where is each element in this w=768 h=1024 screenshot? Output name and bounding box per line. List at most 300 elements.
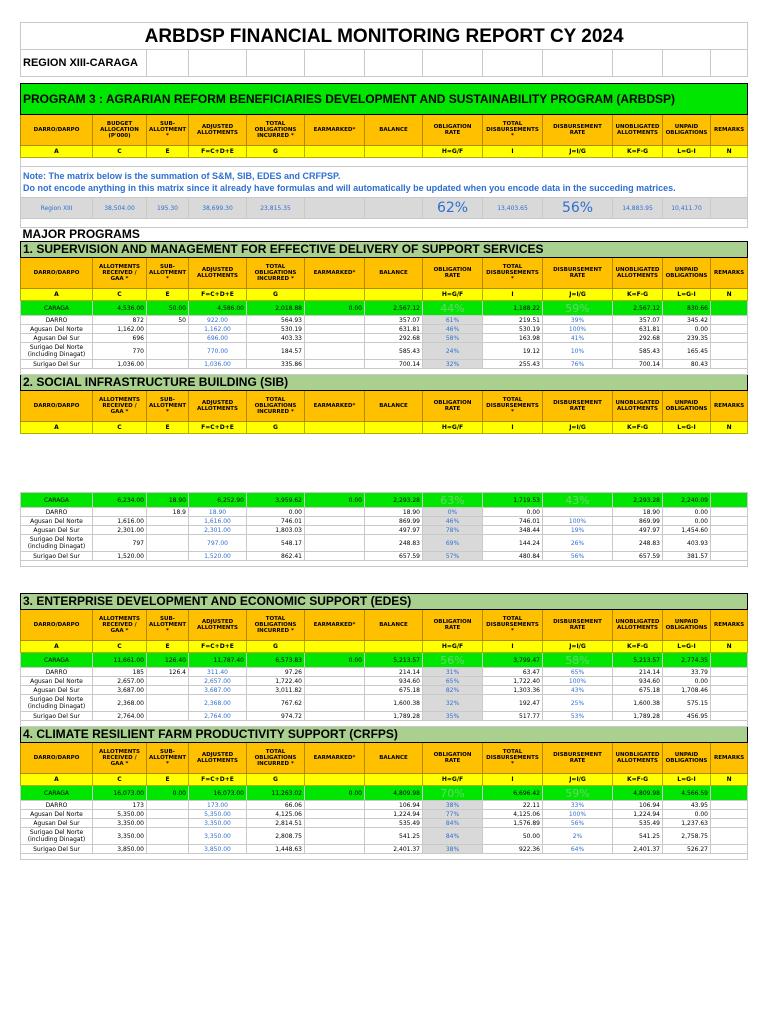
table-cell <box>711 360 748 369</box>
table-cell: 657.59 <box>613 552 663 561</box>
table-cell: 2% <box>543 828 613 845</box>
header-cell: REMARKS <box>711 391 748 422</box>
table-row <box>21 819 748 828</box>
table-row <box>21 686 748 695</box>
table-cell: 58% <box>423 334 483 343</box>
table-cell: 173.00 <box>189 801 247 810</box>
table-cell: 82% <box>423 686 483 695</box>
section-total-row <box>21 786 748 801</box>
table-cell <box>711 828 748 845</box>
header-cell: ALLOTMENTS RECEIVED / GAA * <box>93 258 147 289</box>
header-cell: DISBURSEMENT RATE <box>543 743 613 774</box>
table-cell <box>305 677 365 686</box>
total-cell: CARAGA <box>21 653 93 668</box>
section-title-row <box>21 727 748 743</box>
header-cell: DARRO/DARPO <box>21 610 93 641</box>
table-cell: 381.57 <box>663 552 711 561</box>
table-cell: 1,789.28 <box>613 712 663 721</box>
table-cell: DARRO <box>21 801 93 810</box>
table-cell: 3,350.00 <box>93 828 147 845</box>
table-cell: 22.11 <box>483 801 543 810</box>
code-cell <box>305 774 365 786</box>
table-cell: 33% <box>543 801 613 810</box>
table-cell <box>147 828 189 845</box>
total-cell: 11,661.00 <box>93 653 147 668</box>
table-cell: 18.90 <box>613 508 663 517</box>
table-cell <box>147 535 189 552</box>
total-cell: 4,809.98 <box>613 786 663 801</box>
table-cell: 403.93 <box>663 535 711 552</box>
table-cell: 2,764.00 <box>93 712 147 721</box>
table-row <box>21 695 748 712</box>
table-cell: 3,687.00 <box>93 686 147 695</box>
section-title-row <box>21 242 748 258</box>
code-cell: N <box>711 422 748 434</box>
table-cell: 1,789.28 <box>365 712 423 721</box>
total-cell: 63% <box>423 493 483 508</box>
table-cell: 530.19 <box>247 325 305 334</box>
header-cell: EARMARKED* <box>305 743 365 774</box>
total-cell: 4,809.98 <box>365 786 423 801</box>
header-cell: REMARKS <box>711 115 748 146</box>
total-cell: CARAGA <box>21 786 93 801</box>
section-title: 3. ENTERPRISE DEVELOPMENT AND ECONOMIC SUPPORT (EDES) <box>21 594 748 610</box>
table-cell: 184.57 <box>247 343 305 360</box>
header-cell: ADJUSTED ALLOTMENTS <box>189 743 247 774</box>
header-cell: ADJUSTED ALLOTMENTS <box>189 391 247 422</box>
header-cell: BALANCE <box>365 258 423 289</box>
table-cell: 1,520.00 <box>189 552 247 561</box>
table-cell: 1,237.63 <box>663 819 711 828</box>
header-cell: UNOBLIGATED ALLOTMENTS <box>613 610 663 641</box>
code-cell: C <box>93 289 147 301</box>
total-cell: 2,774.35 <box>663 653 711 668</box>
table-cell: 1,162.00 <box>189 325 247 334</box>
header-cell: OBLIGATION RATE <box>423 391 483 422</box>
table-cell <box>711 810 748 819</box>
table-row <box>21 801 748 810</box>
header-cell: TOTAL DISBURSEMENTS * <box>483 743 543 774</box>
code-cell <box>365 146 423 158</box>
section-title-row <box>21 375 748 391</box>
table-cell: 564.93 <box>247 316 305 325</box>
table-cell: 77% <box>423 810 483 819</box>
table-cell: 3,850.00 <box>93 845 147 854</box>
section-total-row <box>21 301 748 316</box>
table-cell: 357.07 <box>613 316 663 325</box>
header-cell: TOTAL OBLIGATIONS INCURRED * <box>247 743 305 774</box>
total-cell: 58% <box>543 653 613 668</box>
table-cell: 3,011.82 <box>247 686 305 695</box>
table-cell: 0.00 <box>663 325 711 334</box>
table-cell <box>711 517 748 526</box>
code-cell: G <box>247 774 305 786</box>
table-cell: 1,576.89 <box>483 819 543 828</box>
table-cell: 5,350.00 <box>93 810 147 819</box>
report-body <box>21 23 748 860</box>
table-cell: 1,224.94 <box>365 810 423 819</box>
header-cell: UNPAID OBLIGATIONS <box>663 115 711 146</box>
table-cell: 575.15 <box>663 695 711 712</box>
table-cell: 480.84 <box>483 552 543 561</box>
table-cell <box>147 343 189 360</box>
table-cell <box>711 535 748 552</box>
section-title-row <box>21 594 748 610</box>
table-cell: 2,657.00 <box>93 677 147 686</box>
header-cell: REMARKS <box>711 258 748 289</box>
table-cell: Agusan Del Norte <box>21 810 93 819</box>
code-cell: F=C+D+E <box>189 774 247 786</box>
table-cell: 548.17 <box>247 535 305 552</box>
total-cell: 43% <box>543 493 613 508</box>
header-cell: UNPAID OBLIGATIONS <box>663 391 711 422</box>
total-cell: 70% <box>423 786 483 801</box>
total-cell: 16,073.00 <box>93 786 147 801</box>
table-cell <box>93 508 147 517</box>
table-row <box>21 845 748 854</box>
table-cell: 292.68 <box>613 334 663 343</box>
header-cell: ADJUSTED ALLOTMENTS <box>189 258 247 289</box>
table-cell: 214.14 <box>613 668 663 677</box>
table-cell: 2,368.00 <box>189 695 247 712</box>
table-cell: 3,350.00 <box>93 819 147 828</box>
code-cell: A <box>21 422 93 434</box>
code-cell <box>305 641 365 653</box>
code-cell: F=C+D+E <box>189 289 247 301</box>
table-cell: 0.00 <box>483 508 543 517</box>
total-cell: CARAGA <box>21 301 93 316</box>
code-cell: E <box>147 774 189 786</box>
header-cell: BALANCE <box>365 610 423 641</box>
code-cell: C <box>93 641 147 653</box>
header-cell: BALANCE <box>365 743 423 774</box>
code-cell: A <box>21 774 93 786</box>
table-cell: 311.40 <box>189 668 247 677</box>
table-cell: 4,125.06 <box>483 810 543 819</box>
table-row <box>21 535 748 552</box>
table-cell: 50 <box>147 316 189 325</box>
table-cell: Agusan Del Sur <box>21 819 93 828</box>
section-header-row <box>21 610 748 641</box>
table-cell <box>305 801 365 810</box>
total-cell: 2,240.09 <box>663 493 711 508</box>
header-cell: REMARKS <box>711 743 748 774</box>
section-title: 2. SOCIAL INFRASTRUCTURE BUILDING (SIB) <box>21 375 748 391</box>
header-cell: DISBURSEMENT RATE <box>543 391 613 422</box>
table-cell: Agusan Del Sur <box>21 526 93 535</box>
table-cell <box>305 517 365 526</box>
table-cell <box>711 343 748 360</box>
table-cell: 2,808.75 <box>247 828 305 845</box>
table-cell: 2,368.00 <box>93 695 147 712</box>
table-cell: 335.86 <box>247 360 305 369</box>
total-cell: 6,252.90 <box>189 493 247 508</box>
total-cell: 2,567.12 <box>365 301 423 316</box>
table-cell <box>147 686 189 695</box>
table-cell: 63.47 <box>483 668 543 677</box>
table-cell: 248.83 <box>365 535 423 552</box>
table-cell: 541.25 <box>365 828 423 845</box>
table-cell: DARRO <box>21 508 93 517</box>
table-cell: 10% <box>543 343 613 360</box>
header-cell: OBLIGATION RATE <box>423 610 483 641</box>
table-cell: 18.90 <box>365 508 423 517</box>
table-cell: Agusan Del Norte <box>21 517 93 526</box>
code-cell: K=F-G <box>613 146 663 158</box>
table-cell: 869.99 <box>365 517 423 526</box>
region-cell: 38,699.30 <box>189 198 247 219</box>
section-code-row <box>21 774 748 786</box>
table-cell: 345.42 <box>663 316 711 325</box>
header-cell: UNOBLIGATED ALLOTMENTS <box>613 391 663 422</box>
table-cell: 41% <box>543 334 613 343</box>
header-cell: BALANCE <box>365 115 423 146</box>
region-cell <box>365 198 423 219</box>
total-cell: 0.00 <box>305 493 365 508</box>
header-cell: SUB-ALLOTMENT * <box>147 115 189 146</box>
total-cell: 4,586.00 <box>189 301 247 316</box>
header-cell: DISBURSEMENT RATE <box>543 115 613 146</box>
table-cell <box>305 552 365 561</box>
header-cell: OBLIGATION RATE <box>423 115 483 146</box>
code-cell: I <box>483 774 543 786</box>
table-cell <box>711 677 748 686</box>
region-cell: 56% <box>543 198 613 219</box>
table-cell <box>147 334 189 343</box>
table-cell <box>305 316 365 325</box>
table-cell: 1,036.00 <box>93 360 147 369</box>
table-cell: 126.4 <box>147 668 189 677</box>
code-cell: H=G/F <box>423 422 483 434</box>
table-cell: 0.00 <box>663 810 711 819</box>
code-cell: H=G/F <box>423 641 483 653</box>
table-cell: Surigao Del Sur <box>21 845 93 854</box>
table-cell <box>305 325 365 334</box>
table-cell <box>147 819 189 828</box>
total-cell: 2,018.88 <box>247 301 305 316</box>
region-label: REGION XIII-CARAGA <box>21 50 147 77</box>
table-cell: 32% <box>423 360 483 369</box>
table-cell: 1,600.38 <box>613 695 663 712</box>
header-cell: TOTAL DISBURSEMENTS * <box>483 115 543 146</box>
table-cell <box>711 801 748 810</box>
code-cell: H=G/F <box>423 289 483 301</box>
table-cell: 0.00 <box>247 508 305 517</box>
table-cell: 165.45 <box>663 343 711 360</box>
table-cell: 24% <box>423 343 483 360</box>
table-cell: 4,125.06 <box>247 810 305 819</box>
code-cell: K=F-G <box>613 289 663 301</box>
code-cell: L=G-I <box>663 289 711 301</box>
table-cell: 18.90 <box>189 508 247 517</box>
table-cell: 456.95 <box>663 712 711 721</box>
code-cell: J=I/G <box>543 641 613 653</box>
region-cell: 23,815.35 <box>247 198 305 219</box>
header-cell: DISBURSEMENT RATE <box>543 258 613 289</box>
table-cell: Surigao Del Sur <box>21 712 93 721</box>
table-cell: 1,454.60 <box>663 526 711 535</box>
table-cell <box>711 845 748 854</box>
table-cell: 869.99 <box>613 517 663 526</box>
table-cell: Surigao Del Norte (including Dinagat) <box>21 828 93 845</box>
table-cell: DARRO <box>21 668 93 677</box>
table-cell <box>711 712 748 721</box>
table-cell <box>711 325 748 334</box>
table-cell <box>305 334 365 343</box>
total-cell: 4,536.00 <box>93 301 147 316</box>
header-cell: ALLOTMENTS RECEIVED / GAA * <box>93 610 147 641</box>
total-cell: 126.40 <box>147 653 189 668</box>
table-cell <box>711 334 748 343</box>
total-cell: 5,213.57 <box>613 653 663 668</box>
table-cell: 1,803.03 <box>247 526 305 535</box>
table-cell: 530.19 <box>483 325 543 334</box>
table-cell: 497.97 <box>613 526 663 535</box>
table-cell: 100% <box>543 325 613 334</box>
code-cell: J=I/G <box>543 774 613 786</box>
code-cell: L=G-I <box>663 774 711 786</box>
header-cell: EARMARKED* <box>305 258 365 289</box>
table-cell: 872 <box>93 316 147 325</box>
code-cell: I <box>483 641 543 653</box>
table-cell: 657.59 <box>365 552 423 561</box>
table-cell: 292.68 <box>365 334 423 343</box>
table-cell: Agusan Del Sur <box>21 686 93 695</box>
table-cell <box>305 526 365 535</box>
code-cell <box>365 422 423 434</box>
table-cell: 1,303.36 <box>483 686 543 695</box>
table-row <box>21 677 748 686</box>
table-cell <box>711 316 748 325</box>
code-cell: L=G-I <box>663 146 711 158</box>
table-cell: 39% <box>543 316 613 325</box>
note <box>21 167 748 198</box>
total-cell: 2,567.12 <box>613 301 663 316</box>
table-cell: 700.14 <box>365 360 423 369</box>
table-cell: 255.43 <box>483 360 543 369</box>
table-cell <box>305 712 365 721</box>
header-cell: DISBURSEMENT RATE <box>543 610 613 641</box>
table-cell <box>147 325 189 334</box>
table-cell: 797.00 <box>189 535 247 552</box>
region-cell: Region XIII <box>21 198 93 219</box>
table-cell <box>543 508 613 517</box>
total-cell: 0.00 <box>305 786 365 801</box>
report-title: ARBDSP FINANCIAL MONITORING REPORT CY 2024 <box>21 23 748 50</box>
table-row <box>21 552 748 561</box>
table-cell: 700.14 <box>613 360 663 369</box>
table-cell: 248.83 <box>613 535 663 552</box>
table-cell: 696 <box>93 334 147 343</box>
table-cell: 922.00 <box>189 316 247 325</box>
table-cell <box>147 810 189 819</box>
table-cell: 403.33 <box>247 334 305 343</box>
table-cell: 517.77 <box>483 712 543 721</box>
table-cell: 219.51 <box>483 316 543 325</box>
table-cell: 80.43 <box>663 360 711 369</box>
header-cell: SUB-ALLOTMENT * <box>147 610 189 641</box>
table-cell <box>711 668 748 677</box>
code-cell: A <box>21 641 93 653</box>
table-row <box>21 360 748 369</box>
report-sheet <box>20 22 747 860</box>
table-cell: 84% <box>423 819 483 828</box>
region-cell <box>711 198 748 219</box>
table-row <box>21 508 748 517</box>
code-cell <box>305 289 365 301</box>
section-code-row <box>21 641 748 653</box>
major-programs-heading: MAJOR PROGRAMS <box>22 227 140 241</box>
code-cell: A <box>21 146 93 158</box>
code-cell: I <box>483 289 543 301</box>
code-cell <box>305 146 365 158</box>
header-cell: ALLOTMENTS RECEIVED / GAA * <box>93 391 147 422</box>
code-cell <box>365 774 423 786</box>
total-cell <box>711 653 748 668</box>
table-cell: 0.00 <box>663 517 711 526</box>
total-cell: 830.66 <box>663 301 711 316</box>
table-cell: 38% <box>423 801 483 810</box>
code-cell <box>305 422 365 434</box>
code-cell: J=I/G <box>543 146 613 158</box>
table-cell: 696.00 <box>189 334 247 343</box>
total-cell: 6,696.42 <box>483 786 543 801</box>
table-cell: 862.41 <box>247 552 305 561</box>
code-cell: F=C+D+E <box>189 146 247 158</box>
header-cell: DARRO/DARPO <box>21 258 93 289</box>
header-cell: UNPAID OBLIGATIONS <box>663 743 711 774</box>
table-cell: Surigao Del Norte (including Dinagat) <box>21 343 93 360</box>
section-code-row <box>21 289 748 301</box>
table-cell: 1,036.00 <box>189 360 247 369</box>
header-cell: OBLIGATION RATE <box>423 258 483 289</box>
header-cell: SUB-ALLOTMENT * <box>147 743 189 774</box>
table-cell: Surigao Del Norte (including Dinagat) <box>21 695 93 712</box>
main-header-row <box>21 115 748 146</box>
code-cell: E <box>147 146 189 158</box>
header-cell: UNOBLIGATED ALLOTMENTS <box>613 743 663 774</box>
code-cell: J=I/G <box>543 422 613 434</box>
table-cell: 2,657.00 <box>189 677 247 686</box>
header-cell: EARMARKED* <box>305 115 365 146</box>
section-title: 4. CLIMATE RESILIENT FARM PRODUCTIVITY SUPPORT (CRFPS) <box>21 727 748 743</box>
header-cell: SUB-ALLOTMENT * <box>147 258 189 289</box>
header-cell: UNPAID OBLIGATIONS <box>663 610 711 641</box>
total-cell: 0.00 <box>305 653 365 668</box>
main-code-row <box>21 146 748 158</box>
table-cell: 53% <box>543 712 613 721</box>
table-cell: 97.26 <box>247 668 305 677</box>
table-cell: 69% <box>423 535 483 552</box>
table-cell: 43% <box>543 686 613 695</box>
table-cell <box>305 668 365 677</box>
table-cell: 974.72 <box>247 712 305 721</box>
table-cell: Agusan Del Norte <box>21 677 93 686</box>
code-cell: C <box>93 146 147 158</box>
table-cell: 26% <box>543 535 613 552</box>
code-cell: L=G-I <box>663 422 711 434</box>
table-cell: 2,301.00 <box>189 526 247 535</box>
table-cell: 1,520.00 <box>93 552 147 561</box>
region-cell: 195.30 <box>147 198 189 219</box>
table-cell: 214.14 <box>365 668 423 677</box>
table-cell: 631.81 <box>365 325 423 334</box>
code-cell: C <box>93 422 147 434</box>
table-cell <box>147 360 189 369</box>
table-cell: 35% <box>423 712 483 721</box>
code-cell: E <box>147 289 189 301</box>
table-cell: 1,616.00 <box>93 517 147 526</box>
